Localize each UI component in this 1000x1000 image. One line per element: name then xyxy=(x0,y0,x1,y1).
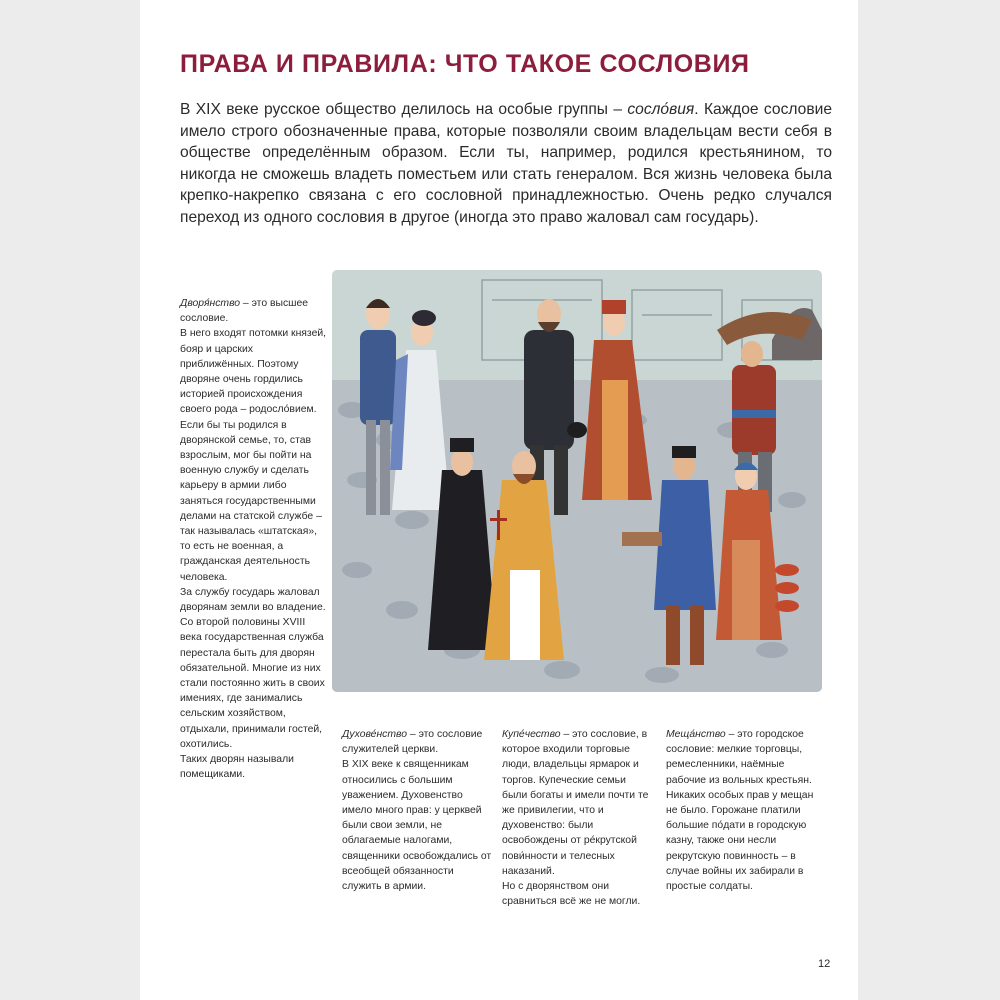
townsfolk-paragraph-2: Никаких особых прав у мещан не было. Горожане платили большие по́дати в городскую казну, также они несли рекрутскую повинность – в случае войны их забирали в простые солдаты. xyxy=(666,789,814,893)
merchants-paragraph-2: Но с дворянством они сравниться всё же не могли. xyxy=(502,881,641,908)
estates-illustration-art xyxy=(332,270,822,692)
clergy-column xyxy=(342,727,492,894)
intro-term: сосло́вия xyxy=(627,101,695,118)
page-title: ПРАВА И ПРАВИЛА: ЧТО ТАКОЕ СОСЛОВИЯ xyxy=(180,50,750,78)
townsfolk-intro: – это городское сословие: мелкие торговцы, ремесленники, наёмные рабочие из вольных крестьян. xyxy=(666,729,812,786)
townsfolk-column xyxy=(666,727,816,894)
merchants-column xyxy=(502,727,650,909)
estates-illustration xyxy=(332,270,822,692)
clergy-paragraph-2: В XIX веке к священникам относились с большим уважением. Духовенство имело много прав: у церквей были свои земли, не облагаемые налогами, священники освобождались от всеобщей обязанности служить в армии. xyxy=(342,759,492,893)
intro-paragraph xyxy=(180,99,832,229)
merchants-intro: – это сословие, в которое входили торговые люди, владельцы ярмарок и торгов. Купеческие семьи были богаты и имели почти те же привилегии, что и духовенство: были освобождены от ре́крутской пови́нности и телесных наказаний. xyxy=(502,729,649,877)
page-number: 12 xyxy=(818,958,831,970)
townsfolk-term: Меща́нство xyxy=(666,729,726,740)
nobility-paragraph-3: За службу государь жаловал дворянам земли во владение. Со второй половины XVIII века государственная служба перестала быть для дворян обязательной. Многие из них стали постоянно жить в своих имениях, где занимались сельским хозяйством, отдыхали, принимали гостей, охотились. xyxy=(180,586,326,750)
intro-text-before: В XIX веке русское общество делилось на особые группы – xyxy=(180,101,628,118)
merchants-term: Купе́чество xyxy=(502,729,561,740)
nobility-paragraph-4: Таких дворян называли помещиками. xyxy=(180,754,294,781)
nobility-column xyxy=(180,296,328,783)
clergy-intro: – это сословие служителей церкви. xyxy=(342,729,483,756)
book-page xyxy=(140,0,858,1000)
nobility-term: Дворя́нство xyxy=(180,298,241,309)
intro-text-after: . Каждое сословие имело строго обозначенные права, которые позволяли своим владельцам вести себя в обществе определённым образом. Если ты, например, родился крестьянином, то никогда не сможешь владеть поместьем или стать генералом. Вся жизнь человека была крепко-накрепко связана с его сословной принадлежностью. Очень редко случался переход из одного сословия в другое (иногда это право жаловал сам государь). xyxy=(180,101,832,226)
clergy-term: Духове́нство xyxy=(342,729,408,740)
nobility-paragraph-2: В него входят потомки князей, бояр и царских приближённых. Поэтому дворяне очень гордились историей происхождения своего рода – родосло́вием. Если бы ты родился в дворянской семье, то, став взрослым, мог бы пойти на военную службу и сделать карьеру в армии либо заняться государственными делами на статской службе – так называлась «штатская», то есть не военная, а гражданская деятельность человека. xyxy=(180,328,327,583)
nobility-intro: – это высшее сословие. xyxy=(180,298,309,325)
